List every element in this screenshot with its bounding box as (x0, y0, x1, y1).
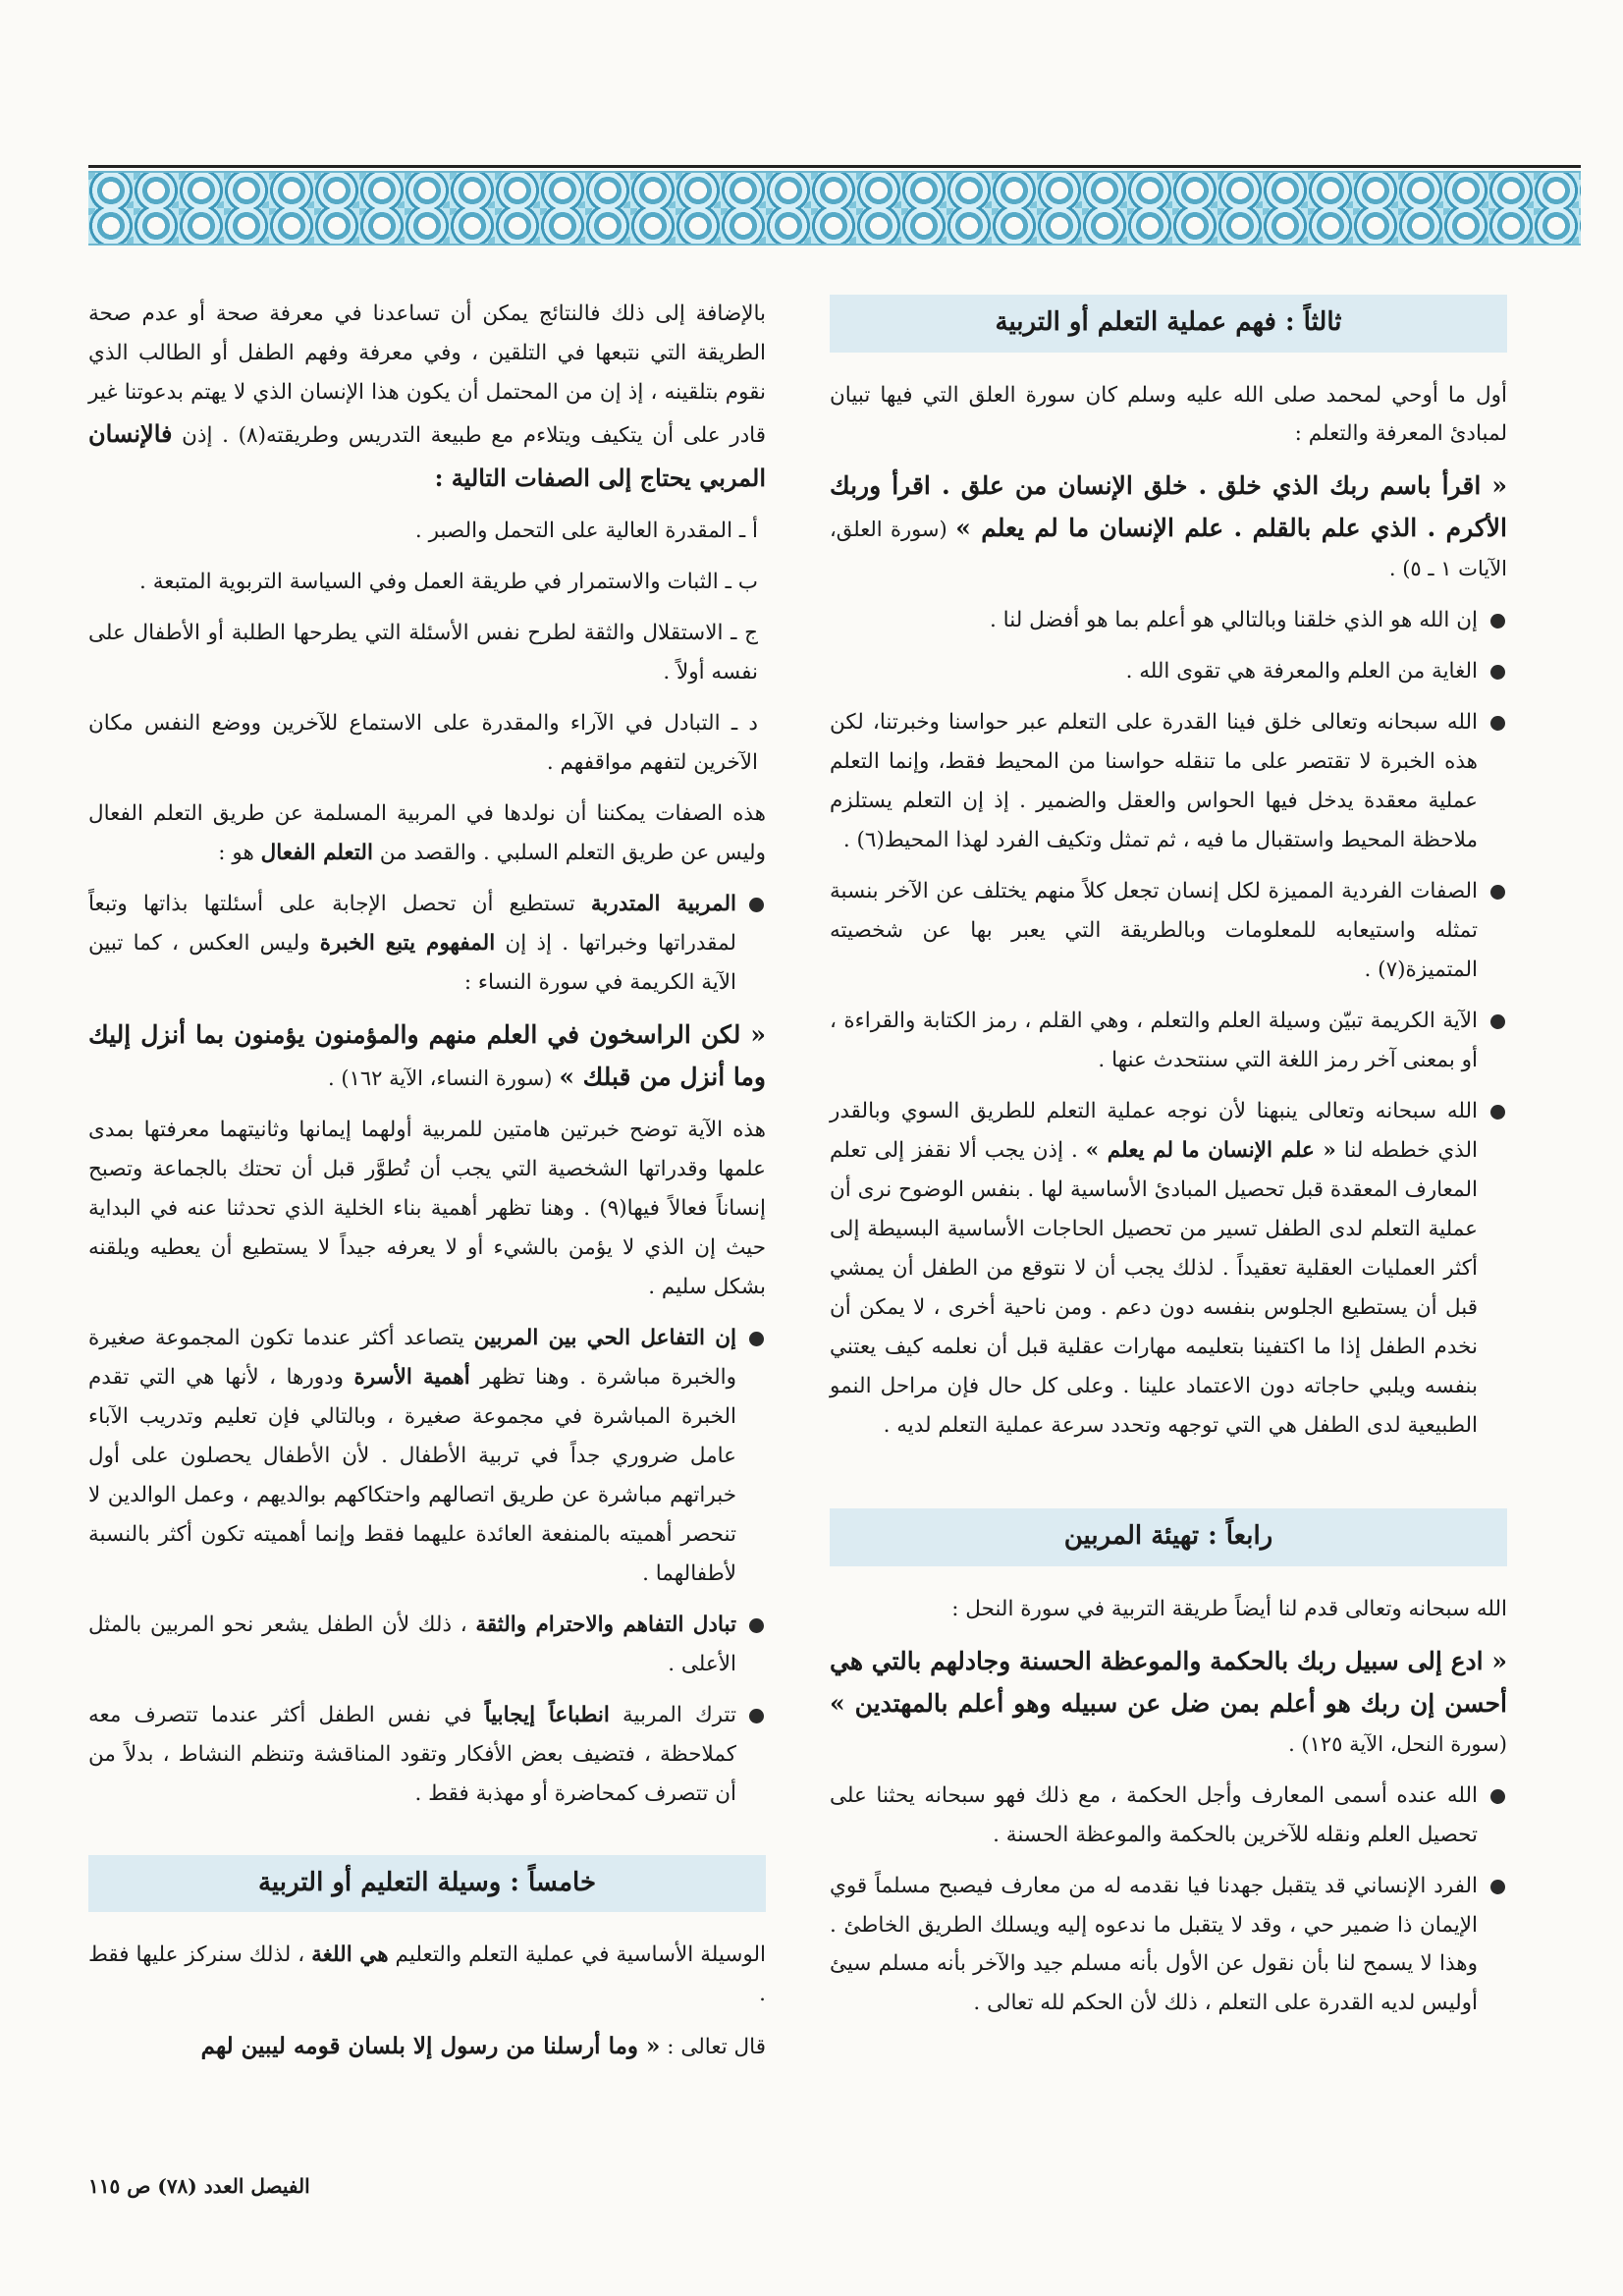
bullet-icon (1490, 665, 1505, 680)
list-item: المربية المتدربة تستطيع أن تحصل الإجابة على أسئلتها بذاتها وتبعاً لمقدراتها وخبراتها . إذ إن المفهوم يتبع الخبرة وليس العكس ، كما تبين الآية الكريمة في سورة النساء : (88, 885, 766, 1003)
left-para-three: هذه الآية توضح خبرتين هامتين للمربية أولهما إيمانها وثانيتهما معرفتها بمدى علمها وقدراتها الشخصية التي يجب أن تُطوَّر قبل أن تحتك بالجماعة وتصبح إنساناً فعالاً فيها(٩) . وهنا تظهر أهمية بناء الخلية الذي تحدثنا عنه في البداية حيث إن الذي لا يؤمن بالشيء أو لا يعرفه جيداً لا يستطيع أن يعطيه ويلقنه بشكل سليم . (88, 1118, 766, 1299)
alaq-verse-text: « اقرأ باسم ربك الذي خلق . خلق الإنسان من علق . اقرأ وربك الأكرم . الذي علم بالقلم . علم الإنسان ما لم يعلم » (830, 471, 1507, 543)
section-heading-three: ثالثاً : فهم عملية التعلم أو التربية (830, 295, 1507, 353)
nahl-verse-text: « ادع إلى سبيل ربك بالحكمة والموعظة الحسنة وجادلهم بالتي هي أحسن إن ربك هو أعلم بمن ضل عن سبيله وهو أعلم بالمهتدين » (830, 1646, 1507, 1718)
page-footer: الفيصل العدد (٧٨) ص ١١٥ (88, 2174, 310, 2198)
bullet-icon (749, 1332, 764, 1346)
list-item: إن الله هو الذي خلقنا وبالتالي هو أعلم بما هو أفضل لنا . (830, 601, 1507, 640)
bullet-icon (749, 1618, 764, 1633)
bullet-icon (1490, 1105, 1505, 1120)
alaq-verse-ref: (سورة العلق، الآيات ١ ـ ٥) . (830, 518, 1507, 581)
bullet-icon (749, 898, 764, 912)
section5-quote: قال تعالى : « وما أرسلنا من رسول إلا بلسان قومه ليبين لهم (200, 2033, 766, 2060)
left-para-two: هذه الصفات يمكننا أن نولدها في المربية المسلمة عن طريق التعلم الفعال وليس عن طريق التعلم السلبي . والقصد من التعلم الفعال هو : (88, 801, 766, 866)
quality-item: ج ـ الاستقلال والثقة لطرح نفس الأسئلة التي يطرحها الطلبة أو الأطفال على نفسه أولاً . (88, 621, 758, 685)
section-heading-four: رابعاً : تهيئة المربين (830, 1508, 1507, 1566)
list-item: الله عنده أسمى المعارف وأجل الحكمة ، مع ذلك فهو سبحانه يحثنا على تحصيل العلم ونقله للآخرين بالحكمة والموعظة الحسنة . (830, 1777, 1507, 1855)
list-item: إن التفاعل الحي بين المربين يتصاعد أكثر عندما تكون المجموعة صغيرة والخبرة مباشرة . وهنا تظهر أهمية الأسرة ودورها ، لأنها هي التي تقدم الخبرة المباشرة في مجموعة صغيرة ، وبالتالي فإن تعليم وتدريب الآباء عامل ضروري جداً في تربية الأطفال . لأن الأطفال يحصلون على أول خبراتهم مباشرة عن طريق اتصالهم واحتكاكهم بوالديهم ، وعمل الوالدين لا تنحصر أهميته بالمنفعة العائدة عليهما فقط وإنما أهميته تكون أكثر بالنسبة لأطفالهما . (88, 1319, 766, 1594)
list-item: الله سبحانه وتعالى خلق فينا القدرة على التعلم عبر حواسنا وخبرتنا، لكن هذه الخبرة لا تقتصر على ما تنقله حواسنا من المحيط فقط، وإنما التعلم عملية معقدة يدخل فيها الحواس والعقل والضمير . إذ إن التعلم يستلزم ملاحظة المحيط واستقبال ما فيه ، ثم تمثل وتكيف الفرد لهذا المحيط(٦) . (830, 703, 1507, 860)
section4-intro: الله سبحانه وتعالى قدم لنا أيضاً طريقة التربية في سورة النحل : (951, 1596, 1507, 1621)
right-column (830, 295, 1507, 2035)
nahl-verse-ref: (سورة النحل، الآية ١٢٥) . (1288, 1731, 1507, 1756)
top-rule (88, 165, 1581, 168)
list-item: الغاية من العلم والمعرفة هي تقوى الله . (830, 652, 1507, 691)
bullet-icon (1490, 1789, 1505, 1804)
nahl-verse (830, 1641, 1507, 1765)
list-item: الله سبحانه وتعالى ينبهنا لأن نوجه عملية التعلم للطريق السوي وبالقدر الذي خططه لنا « علم الإنسان ما لم يعلم » . إذن يجب ألا نقفز إلى تعلم المعارف المعقدة قبل تحصيل المبادئ الأساسية لها . بنفس الوضوح نرى أن عملية التعلم لدى الطفل تسير من تحصيل الحاجات الأساسية البسيطة إلى أكثر العمليات العقلية تعقيداً . لذلك يجب أن لا نتوقع من الطفل أن يمشي قبل أن يستطيع الجلوس بنفسه دون دعم . ومن ناحية أخرى ، لا يمكن أن نخدم الطفل إذا ما اكتفينا بتعليمه مهارات عقلية قبل أن نعلمه كيف يعتني بنفسه ويلبي حاجاته دون الاعتماد علينا . وعلى كل حال فإن مراحل النمو الطبيعية لدى الطفل هي التي توجهه وتحدد سرعة عملية التعلم لديه . (830, 1092, 1507, 1446)
bullet-icon (749, 1709, 764, 1723)
bullet-icon (1490, 1014, 1505, 1029)
bullet-icon (1490, 716, 1505, 731)
bullet-icon (1490, 885, 1505, 900)
section5-para: الوسيلة الأساسية في عملية التعلم والتعليم هي اللغة ، لذلك سنركز عليها فقط . (88, 1942, 766, 2007)
list-item: الصفات الفردية المميزة لكل إنسان تجعل كلاً منهم يختلف عن الآخر بنسبة تمثله واستيعابه للمعلومات وبالطريقة التي يعبر بها عن شخصيته المتميزة(٧) . (830, 872, 1507, 990)
alaq-verse (830, 465, 1507, 589)
left-para-one: بالإضافة إلى ذلك فالنتائج يمكن أن تساعدنا في معرفة صحة أو عدم صحة الطريقة التي نتبعها في التلقين ، وفي معرفة وفهم الطفل أو الطالب الذي نقوم بتلقينه ، إذ إن من المحتمل أن يكون هذا الإنسان الذي لا يهتم بدعوتنا غير قادر على أن يتكيف ويتلاءم مع طبيعة التدريس وطريقته(٨) . إذن فالإنسان المربي يحتاج إلى الصفات التالية : (88, 301, 766, 492)
list-item: الآية الكريمة تبيّن وسيلة العلم والتعلم ، وهي القلم ، رمز الكتابة والقراءة ، أو بمعنى آخر رمز اللغة التي سنتحدث عنها . (830, 1002, 1507, 1080)
ornamental-banner (88, 171, 1581, 246)
nisa-verse-ref: (سورة النساء، الآية ١٦٢) . (328, 1066, 553, 1091)
quality-item: د ـ التبادل في الآراء والمقدرة على الاستماع للآخرين ووضع النفس مكان الآخرين لتفهم مواقفهم . (88, 711, 758, 776)
bullet-icon (1490, 1880, 1505, 1894)
quality-item: أ ـ المقدرة العالية على التحمل والصبر . (414, 519, 758, 544)
list-item: تترك المربية انطباعاً إيجابياً في نفس الطفل أكثر عندما تتصرف معه كملاحظة ، فتضيف بعض الأفكار وتقود المناقشة وتنظم النشاط ، بدلاً من أن تتصرف كمحاضرة أو مهذبة فقط . (88, 1696, 766, 1814)
nisa-verse-text: « لكن الراسخون في العلم منهم والمؤمنون يؤمنون بما أنزل إليك وما أنزل من قبلك » (88, 1020, 766, 1092)
list-item: تبادل التفاهم والاحترام والثقة ، ذلك لأن الطفل يشعر نحو المربين بالمثل الأعلى . (88, 1606, 766, 1684)
nisa-verse (88, 1014, 766, 1099)
section-heading-five: خامساً : وسيلة التعليم أو التربية (88, 1855, 766, 1913)
section3-intro: أول ما أوحي لمحمد صلى الله عليه وسلم كان سورة العلق التي فيها تبيان لمبادئ المعرفة والتعلم : (830, 382, 1507, 447)
quality-item: ب ـ الثبات والاستمرار في طريقة العمل وفي السياسة التربوية المتبعة . (139, 570, 758, 595)
list-item: الفرد الإنساني قد يتقبل جهدنا فيا نقدمه له من معارف فيصبح مسلماً قوي الإيمان ذا ضمير حي ، وقد لا يتقبل ما ندعوه إليه ويسلك الطريق الخاطئ . وهذا لا يسمح لنا بأن نقول عن الأول بأنه مسلم جيد والآخر بأنه مسلم سيئ أوليس لديه القدرة على التعلم ، ذلك لأن الحكم لله تعالى . (830, 1867, 1507, 2024)
left-column (88, 295, 766, 2080)
bullet-icon (1490, 614, 1505, 629)
